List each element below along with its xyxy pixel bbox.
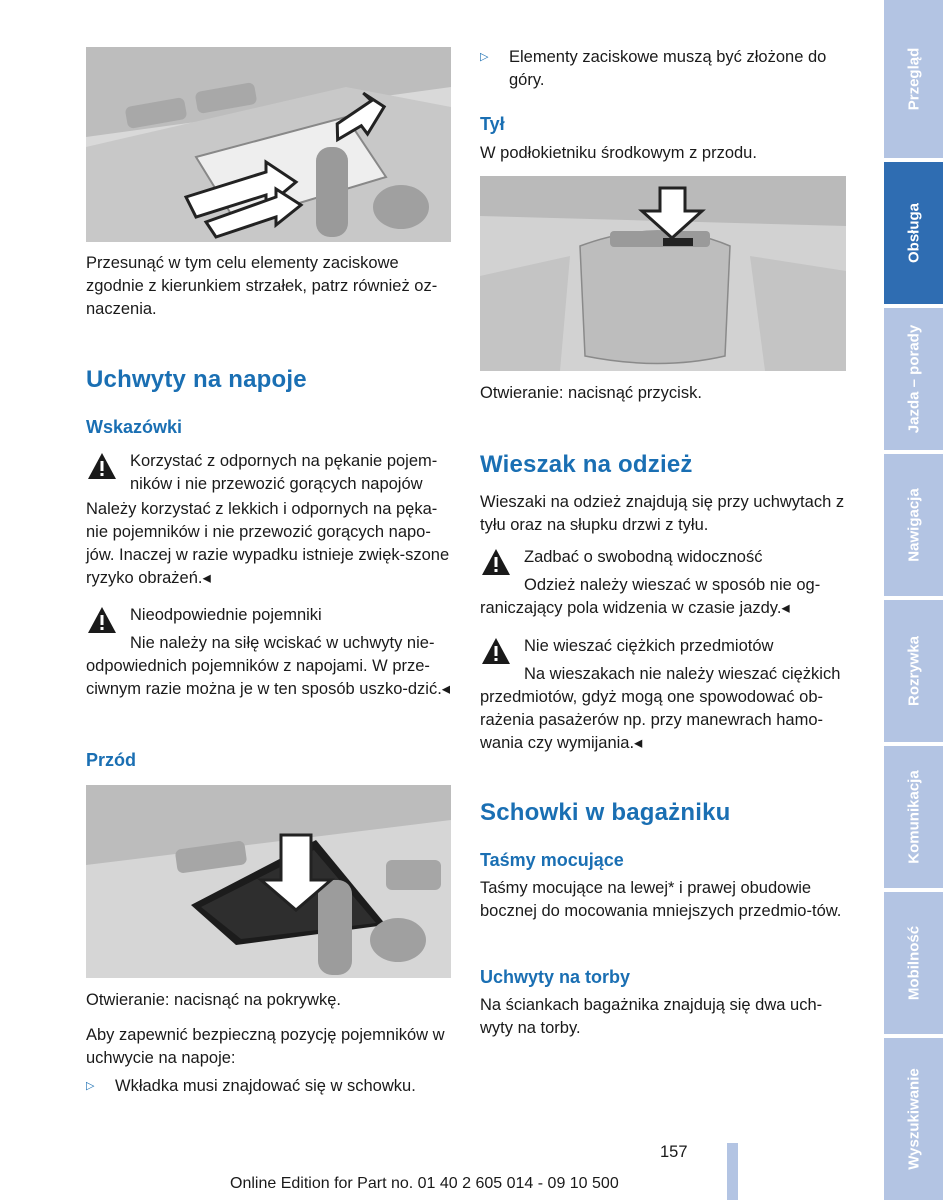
tab-navigation[interactable]: Nawigacja: [884, 454, 943, 596]
triangle-bullet-icon: ▷: [86, 1080, 95, 1092]
paragraph-bags: Na ściankach bagażnika znajdują się dwa uch-wyty na torby.: [480, 996, 823, 1037]
subheading-bags: Uchwyty na torby: [480, 967, 631, 987]
page-number: 157: [660, 1143, 688, 1161]
bullet-item: ▷ Wkładka musi znajdować się w schowku.: [86, 1075, 456, 1098]
figure-cupholder-clamps: [86, 47, 451, 242]
warning-triangle-icon: [86, 450, 118, 482]
figure-caption-clamps: Przesunąć w tym celu elementy zaciskowe zgodnie z kierunkiem strzałek, patrz również oz-naczenia.: [86, 254, 438, 318]
section-title-cupholders: Uchwyty na napoje: [86, 366, 307, 393]
paragraph-hangers: Wieszaki na odzież znajdują się przy uchwytach z tyłu oraz na słupku drzwi z tyłu.: [480, 493, 845, 534]
footer-edition: Online Edition for Part no. 01 40 2 605 014 - 09 10 500: [230, 1175, 619, 1192]
paragraph-straps: Taśmy mocujące na lewej* i prawej obudowie bocznej do mocowania mniejszych przedmio-tów.: [480, 879, 842, 920]
subheading-notes: Wskazówki: [86, 417, 183, 437]
bullet-item: ▷ Elementy zaciskowe muszą być złożone do góry.: [480, 48, 827, 89]
warning-title: Nie wieszać ciężkich przedmiotów: [524, 637, 774, 655]
tab-overview[interactable]: Przegląd: [884, 0, 943, 158]
warning-body: Należy korzystać z lekkich i odpornych na pęka-nie pojemników i nie przewozić gorących napo-jów. Inaczej w razie wypadku istnieje zwięk-szone ryzyko obrażeń.◂: [86, 500, 450, 587]
figure-caption-front: Otwieranie: nacisnąć na pokrywkę.: [86, 991, 341, 1009]
tab-index[interactable]: Wyszukiwanie: [884, 1038, 943, 1200]
section-title-trunk: Schowki w bagażniku: [480, 799, 731, 826]
subheading-rear: Tył: [480, 114, 505, 134]
tab-communication[interactable]: Komunikacja: [884, 746, 943, 888]
figure-front-cupholder: [86, 785, 451, 978]
warning-body: Na wieszakach nie należy wieszać ciężkich przedmiotów, gdyż mogą one spowodować ob-rażenia pasażerów np. przy manewrach hamo-wania czy wymijania.◂: [480, 665, 841, 752]
paragraph-rear: W podłokietniku środkowym z przodu.: [480, 144, 757, 162]
section-title-hangers: Wieszak na odzież: [480, 451, 693, 478]
tab-entertainment[interactable]: Rozrywka: [884, 600, 943, 742]
page-number-bar: [727, 1143, 738, 1200]
figure-rear-armrest: [480, 176, 846, 371]
warning-title: Korzystać z odpornych na pękanie pojem-ników i nie przewozić gorących napojów: [130, 452, 438, 493]
triangle-bullet-icon: ▷: [480, 51, 489, 63]
figure-caption-rear: Otwieranie: nacisnąć przycisk.: [480, 384, 702, 402]
warning-title: Nieodpowiednie pojemniki: [130, 606, 322, 624]
subheading-front: Przód: [86, 750, 137, 770]
warning-body: Odzież należy wieszać w sposób nie og-raniczający pola widzenia w czasie jazdy.◂: [480, 576, 821, 617]
paragraph-safe-position: Aby zapewnić bezpieczną pozycję pojemników w uchwycie na napoje:: [86, 1026, 445, 1067]
tab-driving-tips[interactable]: Jazda – porady: [884, 308, 943, 450]
subheading-straps: Taśmy mocujące: [480, 850, 624, 870]
tab-mobility[interactable]: Mobilność: [884, 892, 943, 1034]
warning-title: Zadbać o swobodną widoczność: [524, 548, 763, 566]
chapter-tabs: [884, 0, 943, 1200]
tab-operation[interactable]: Obsługa: [884, 162, 943, 304]
warning-body: Nie należy na siłę wciskać w uchwyty nie-odpowiednich pojemników z napojami. W prze-ciwnym razie można je w ten sposób uszko-dzić.◂: [86, 634, 451, 698]
